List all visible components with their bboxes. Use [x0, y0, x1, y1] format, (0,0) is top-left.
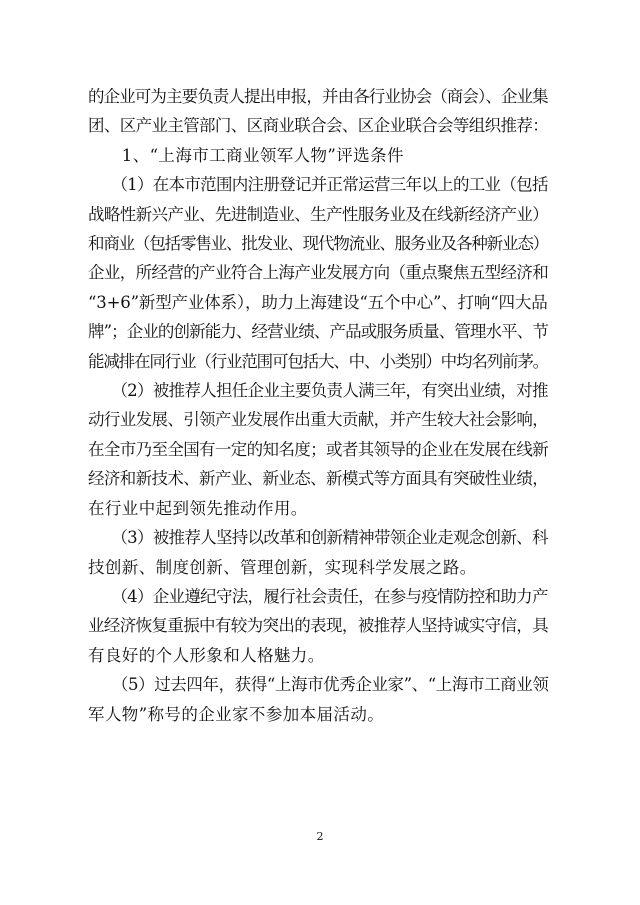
- text-line: “3+6”新型产业体系），助力上海建设“五个中心”、打响“四大品: [88, 292, 548, 312]
- paragraph-criterion-4: [88, 582, 548, 670]
- text-line: 在全市乃至全国有一定的知名度；或者其领导的企业在发展在线新: [88, 439, 549, 459]
- text-line: 1、“上海市工商业领军人物”评选条件: [88, 145, 404, 165]
- text-line: 动行业发展、引领产业发展作出重大贡献，并产生较大社会影响，: [88, 410, 549, 430]
- text-line: 军人物”称号的企业家不参加本届活动。: [88, 704, 385, 724]
- text-line: 团、区产业主管部门、区商业联合会、区企业联合会等组织推荐：: [88, 116, 549, 136]
- page-number: 2: [316, 830, 324, 843]
- text-line: 技创新、制度创新、管理创新，实现科学发展之路。: [88, 557, 477, 577]
- paragraph-criterion-3: [88, 523, 548, 582]
- text-line: 能减排在同行业（行业范围可包括大、中、小类别）中均名列前茅。: [88, 351, 549, 371]
- text-line: 企业，所经营的产业符合上海产业发展方向（重点聚焦五型经济和: [88, 263, 549, 283]
- text-line: 有良好的个人形象和人格魅力。: [88, 645, 325, 665]
- paragraph-criterion-5: [88, 670, 548, 729]
- text-line: （2）被推荐人担任企业主要负责人满三年，有突出业绩，对推: [88, 381, 548, 401]
- paragraph-criterion-1: [88, 170, 548, 376]
- text-line: 战略性新兴产业、先进制造业、生产性服务业及在线新经济产业）: [88, 204, 549, 224]
- text-line: 牌”；企业的创新能力、经营业绩、产品或服务质量、管理水平、节: [88, 322, 548, 342]
- document-body: [88, 82, 548, 729]
- text-line: （3）被推荐人坚持以改革和创新精神带领企业走观念创新、科: [88, 528, 548, 548]
- text-line: 在行业中起到领先推动作用。: [88, 498, 308, 518]
- text-line: 业经济恢复重振中有较为突出的表现，被推荐人坚持诚实守信，具: [88, 616, 549, 636]
- text-line: 经济和新技术、新产业、新业态、新模式等方面具有突破性业绩，: [88, 469, 549, 489]
- text-line: （4）企业遵纪守法，履行社会责任，在参与疫情防控和助力产: [88, 586, 548, 606]
- text-line: （5）过去四年，获得“上海市优秀企业家”、“上海市工商业领: [88, 675, 549, 695]
- paragraph-intro: [88, 82, 548, 141]
- text-line: 的企业可为主要负责人提出申报，并由各行业协会（商会）、企业集: [88, 87, 548, 106]
- section-heading: [88, 141, 548, 170]
- text-line: 和商业（包括零售业、批发业、现代物流业、服务业及各种新业态）: [88, 234, 549, 254]
- paragraph-criterion-2: [88, 376, 548, 523]
- text-line: （1）在本市范围内注册登记并正常运营三年以上的工业（包括: [88, 175, 548, 195]
